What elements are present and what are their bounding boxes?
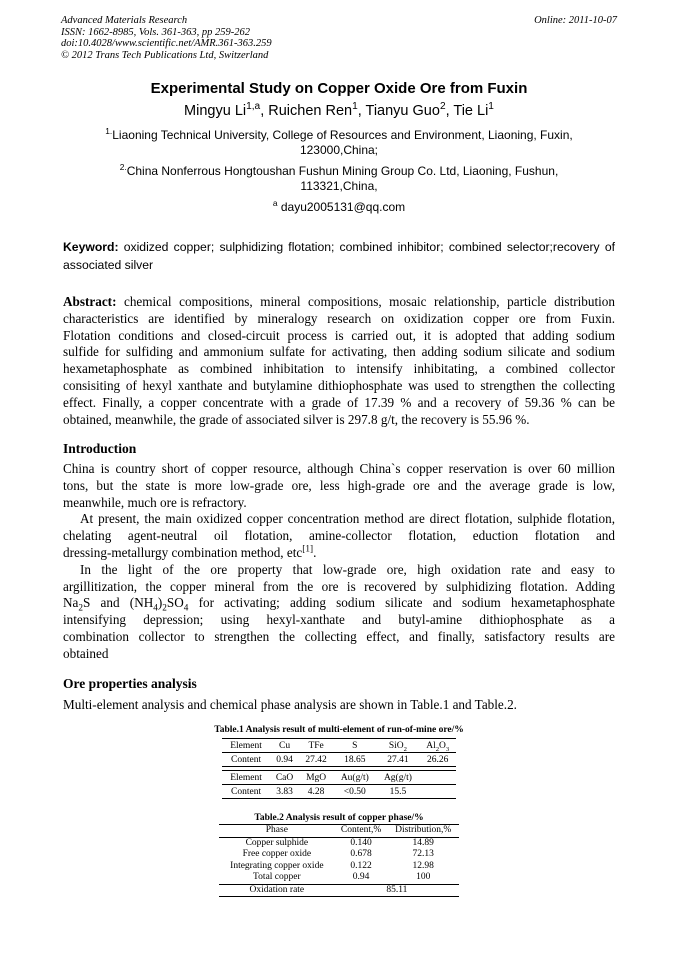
author-list: [0, 103, 678, 119]
journal-name: Advanced Materials Research: [61, 15, 188, 26]
author: Tianyu Guo$^2$,: [365, 101, 454, 119]
section-heading-introduction: Introduction: [63, 441, 137, 456]
keywords: Keyword: oxidized copper; sulphidizing flotation; combined inhibitor; combined selector;recovery of associated silver: [63, 240, 615, 272]
paper-title: Experimental Study on Copper Oxide Ore from Fuxin: [150, 80, 528, 97]
author: Mingyu Li$^{1,a}$,: [184, 101, 269, 119]
author: Tie Li$^1$: [453, 101, 494, 119]
abstract-label: Abstract:: [63, 294, 117, 309]
table-row: Total copper 0.94 100: [253, 872, 431, 882]
table-row: Integrating copper oxide 0.122 12.98: [230, 860, 434, 871]
table-row: Oxidation rate 85.11: [219, 884, 459, 897]
doi-line: doi:10.4028/www.scientific.net/AMR.361-363.259: [61, 38, 272, 49]
table-row: Content 3.83 4.28 <0.50 15.5: [222, 785, 456, 799]
introduction-text: China is country short of copper resource, although China`s copper reservation is over 60 million tons, but the state is more low-grade ore, less high-grade ore and the average grade is low, meanwhile, much ore is refractory. At present, the main oxidized copper concentration method are direct flotation, sulphide flotation, chelating agent-neutral oil flotation, amine-collector flotation, eduction flotation and dressing-metallurgy combination method, etc[1]. In the light of the ore property that low-grade ore, high oxidation rate and easy to argillitization, the copper mineral from the ore is recovered by sulphidizing flotation. Adding $Na_2S$ and $(NH_4)_2SO_4$ for activating; adding sodium silicate and sodium hexametaphosphate intensifying depression; using hexyl-xanthate and butyl-amine dithiophosphate as a combination collector to strengthen the collecting effect, and finally, satisfactory results are obtained: [63, 461, 615, 661]
section-heading-ore: Ore properties analysis: [63, 676, 197, 691]
issn-line: ISSN: 1662-8985, Vols. 361-363, pp 259-262: [61, 26, 250, 38]
keywords-label: Keyword:: [63, 240, 119, 254]
table2: [219, 824, 459, 897]
affiliation-2: $^{2.}$China Nonferrous Hongtoushan Fushun Mining Group Co. Ltd, Liaoning, Fushun, 113321,China,: [119, 162, 559, 193]
table-header-row: Phase Content,% Distribution,%: [219, 825, 459, 838]
table-row: Copper sulphide 0.140 14.89: [245, 837, 434, 848]
table1: [222, 738, 456, 799]
table2-caption: Table.2 Analysis result of copper phase/%: [254, 813, 424, 823]
ore-text: Multi-element analysis and chemical phase analysis are shown in Table.1 and Table.2.: [63, 697, 517, 712]
copyright-line: © 2012 Trans Tech Publications Ltd, Switzerland: [61, 49, 269, 61]
running-header: [61, 15, 272, 61]
table-row: Free copper oxide 0.678 72.13: [242, 849, 434, 859]
table-row: Element Cu TFe S SiO$_2$ $Al_2O_3$: [222, 739, 456, 753]
affiliation-1: $^{1.}$Liaoning Technical University, College of Resources and Environment, Liaoning, Fuxin, 123000,China;: [105, 126, 573, 157]
citation: [1]: [302, 543, 314, 554]
table-row: Element CaO MgO Au(g/t) Ag(g/t): [222, 771, 456, 785]
abstract: Abstract: chemical compositions, mineral compositions, mosaic relationship, particle distribution characteristics are identified by mineralogy research on oxidization copper ore from Fuxin. Flotation conditions and closed-circuit process is carried out, it is adopted that adding sodium sulfide for sulfiding and ammonium sulfate for activating, then adding sodium silicate and sodium hexametaphosphate as combined inhibitation to intensify inhibitating, a combined collector consisiting of hexyl xanthate and butylamine dithiophosphate was used to strengthen the collecting effect. Finally, a copper concentrate with a grade of 17.39 % and a recovery of 59.36 % can be obtained, meanwhile, the grade of associated silver is 297.8 g/t, the recovery is 55.96 %.: [63, 294, 615, 427]
online-date: Online: 2011-10-07: [534, 15, 617, 26]
author-email: $^a$ dayu2005131@qq.com: [272, 198, 406, 214]
table-row: Content 0.94 27.42 18.65 27.41 26.26: [222, 753, 456, 767]
table1-caption: Table.1 Analysis result of multi-element of run-of-mine ore/%: [214, 725, 464, 735]
author: Ruichen Ren$^1$,: [268, 101, 366, 119]
